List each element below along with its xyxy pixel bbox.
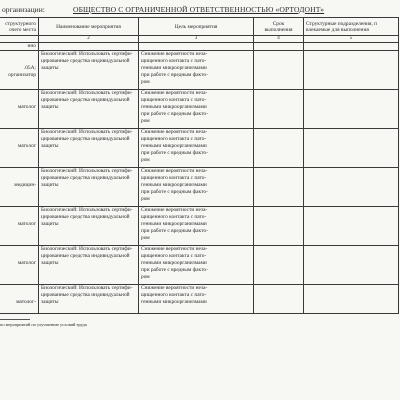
goal-cell-text: Снижение вероятности неза- щищенного контакта с пато- генными микроорганизмами при работе с вредным факто- ром — [141, 207, 208, 241]
position-cell-text: .05А; организатор — [8, 65, 36, 78]
deadline-cell — [254, 168, 304, 207]
measure-cell-text: Биологический: Использовать сертифи- цированные средства индивидуальной защиты — [41, 168, 133, 188]
goal-cell — [139, 129, 254, 168]
goal-cell — [139, 207, 254, 246]
table-row — [0, 129, 399, 168]
measure-cell — [39, 129, 139, 168]
measure-cell — [39, 285, 139, 314]
col-header-departments — [304, 18, 399, 36]
goal-cell-text: Снижение вероятности неза- щищенного контакта с пато- генными микроорганизмами — [141, 285, 208, 305]
measure-cell-text: Биологический: Использовать сертифи- цированные средства индивидуальной защиты — [41, 129, 133, 149]
position-cell — [0, 246, 39, 285]
col-header-position — [0, 18, 39, 36]
col-header-text: структурного очего места — [5, 20, 36, 33]
position-cell-text: медицин- — [14, 182, 36, 188]
goal-cell-text: Снижение вероятности неза- щищенного контакта с пато- генными микроорганизмами при работе с вредным факто- ром — [141, 51, 208, 85]
position-cell — [0, 168, 39, 207]
goal-cell — [139, 285, 254, 314]
table-cell — [139, 43, 254, 51]
column-number: 2 — [39, 36, 139, 43]
deadline-cell — [254, 246, 304, 285]
goal-cell-text: Снижение вероятности неза- щищенного контакта с пато- генными микроорганизмами при работе с вредным факто- ром — [141, 168, 208, 202]
measure-cell-text: Биологический: Использовать сертифи- цированные средства индивидуальной защиты — [41, 51, 133, 71]
departments-cell — [304, 168, 399, 207]
col-header-text: Наименование мероприятия — [56, 23, 121, 30]
goal-cell — [139, 90, 254, 129]
footnote: по мероприятий по улучшению условий труда — [0, 322, 87, 327]
table-row — [0, 51, 399, 90]
deadline-cell — [254, 90, 304, 129]
position-cell-text: матолог — [17, 143, 36, 149]
position-cell — [0, 207, 39, 246]
col-header-text: Структурные подразделения, п влекаемые для выполнения — [306, 20, 378, 33]
table-cell — [39, 43, 139, 51]
goal-cell — [139, 168, 254, 207]
column-number: 4 — [254, 36, 304, 43]
col-header-text: Срок выполнения — [264, 20, 293, 33]
table-header-row — [0, 18, 399, 36]
departments-cell — [304, 246, 399, 285]
col-header-text: Цель мероприятия — [174, 23, 218, 30]
measures-table — [0, 17, 399, 314]
column-number-row — [0, 36, 399, 43]
table-cell — [254, 43, 304, 51]
position-cell-text: матолог — [17, 260, 36, 266]
goal-cell-text: Снижение вероятности неза- щищенного контакта с пато- генными микроорганизмами при работе с вредным факто- ром — [141, 90, 208, 124]
position-cell — [0, 129, 39, 168]
deadline-cell — [254, 285, 304, 314]
column-number: 5 — [304, 36, 399, 43]
column-number — [0, 36, 39, 43]
section-label-text: нно — [27, 43, 36, 49]
departments-cell — [304, 285, 399, 314]
organization-name: ОБЩЕСТВО С ОГРАНИЧЕННОЙ ОТВЕТСТВЕННОСТЬЮ «ОРТОДОНТ» — [73, 5, 325, 14]
table-row — [0, 207, 399, 246]
goal-cell — [139, 51, 254, 90]
measure-cell-text: Биологический: Использовать сертифи- цированные средства индивидуальной защиты — [41, 246, 133, 266]
goal-cell-text: Снижение вероятности неза- щищенного контакта с пато- генными микроорганизмами при работе с вредным факто- ром — [141, 129, 208, 163]
deadline-cell — [254, 207, 304, 246]
departments-cell — [304, 207, 399, 246]
document-header — [0, 2, 400, 16]
column-number: 3 — [139, 36, 254, 43]
departments-cell — [304, 90, 399, 129]
measure-cell — [39, 51, 139, 90]
table-row — [0, 246, 399, 285]
measure-cell-text: Биологический: Использовать сертифи- цированные средства индивидуальной защиты — [41, 285, 133, 305]
section-row — [0, 43, 399, 51]
table-row — [0, 90, 399, 129]
position-cell — [0, 51, 39, 90]
col-header-deadline — [254, 18, 304, 36]
col-header-goal — [139, 18, 254, 36]
deadline-cell — [254, 51, 304, 90]
table-cell — [304, 43, 399, 51]
measure-cell-text: Биологический: Использовать сертифи- цированные средства индивидуальной защиты — [41, 207, 133, 227]
position-cell-text: матолог — [17, 221, 36, 227]
measure-cell — [39, 90, 139, 129]
departments-cell — [304, 51, 399, 90]
measure-cell — [39, 207, 139, 246]
table-body — [0, 51, 399, 314]
measure-cell — [39, 168, 139, 207]
section-label — [0, 43, 39, 51]
goal-cell-text: Снижение вероятности неза- щищенного контакта с пато- генными микроорганизмами при работе с вредным факто- ром — [141, 246, 208, 280]
position-cell — [0, 285, 39, 314]
position-cell-text: матолог- — [16, 299, 36, 305]
deadline-cell — [254, 129, 304, 168]
col-header-measure — [39, 18, 139, 36]
departments-cell — [304, 129, 399, 168]
goal-cell — [139, 246, 254, 285]
table-row — [0, 168, 399, 207]
footnote-divider — [0, 319, 30, 320]
table-row — [0, 285, 399, 314]
measure-cell-text: Биологический: Использовать сертифи- цированные средства индивидуальной защиты — [41, 90, 133, 110]
position-cell-text: матолог — [17, 104, 36, 110]
measure-cell — [39, 246, 139, 285]
organization-label: организации: — [2, 5, 45, 14]
position-cell — [0, 90, 39, 129]
